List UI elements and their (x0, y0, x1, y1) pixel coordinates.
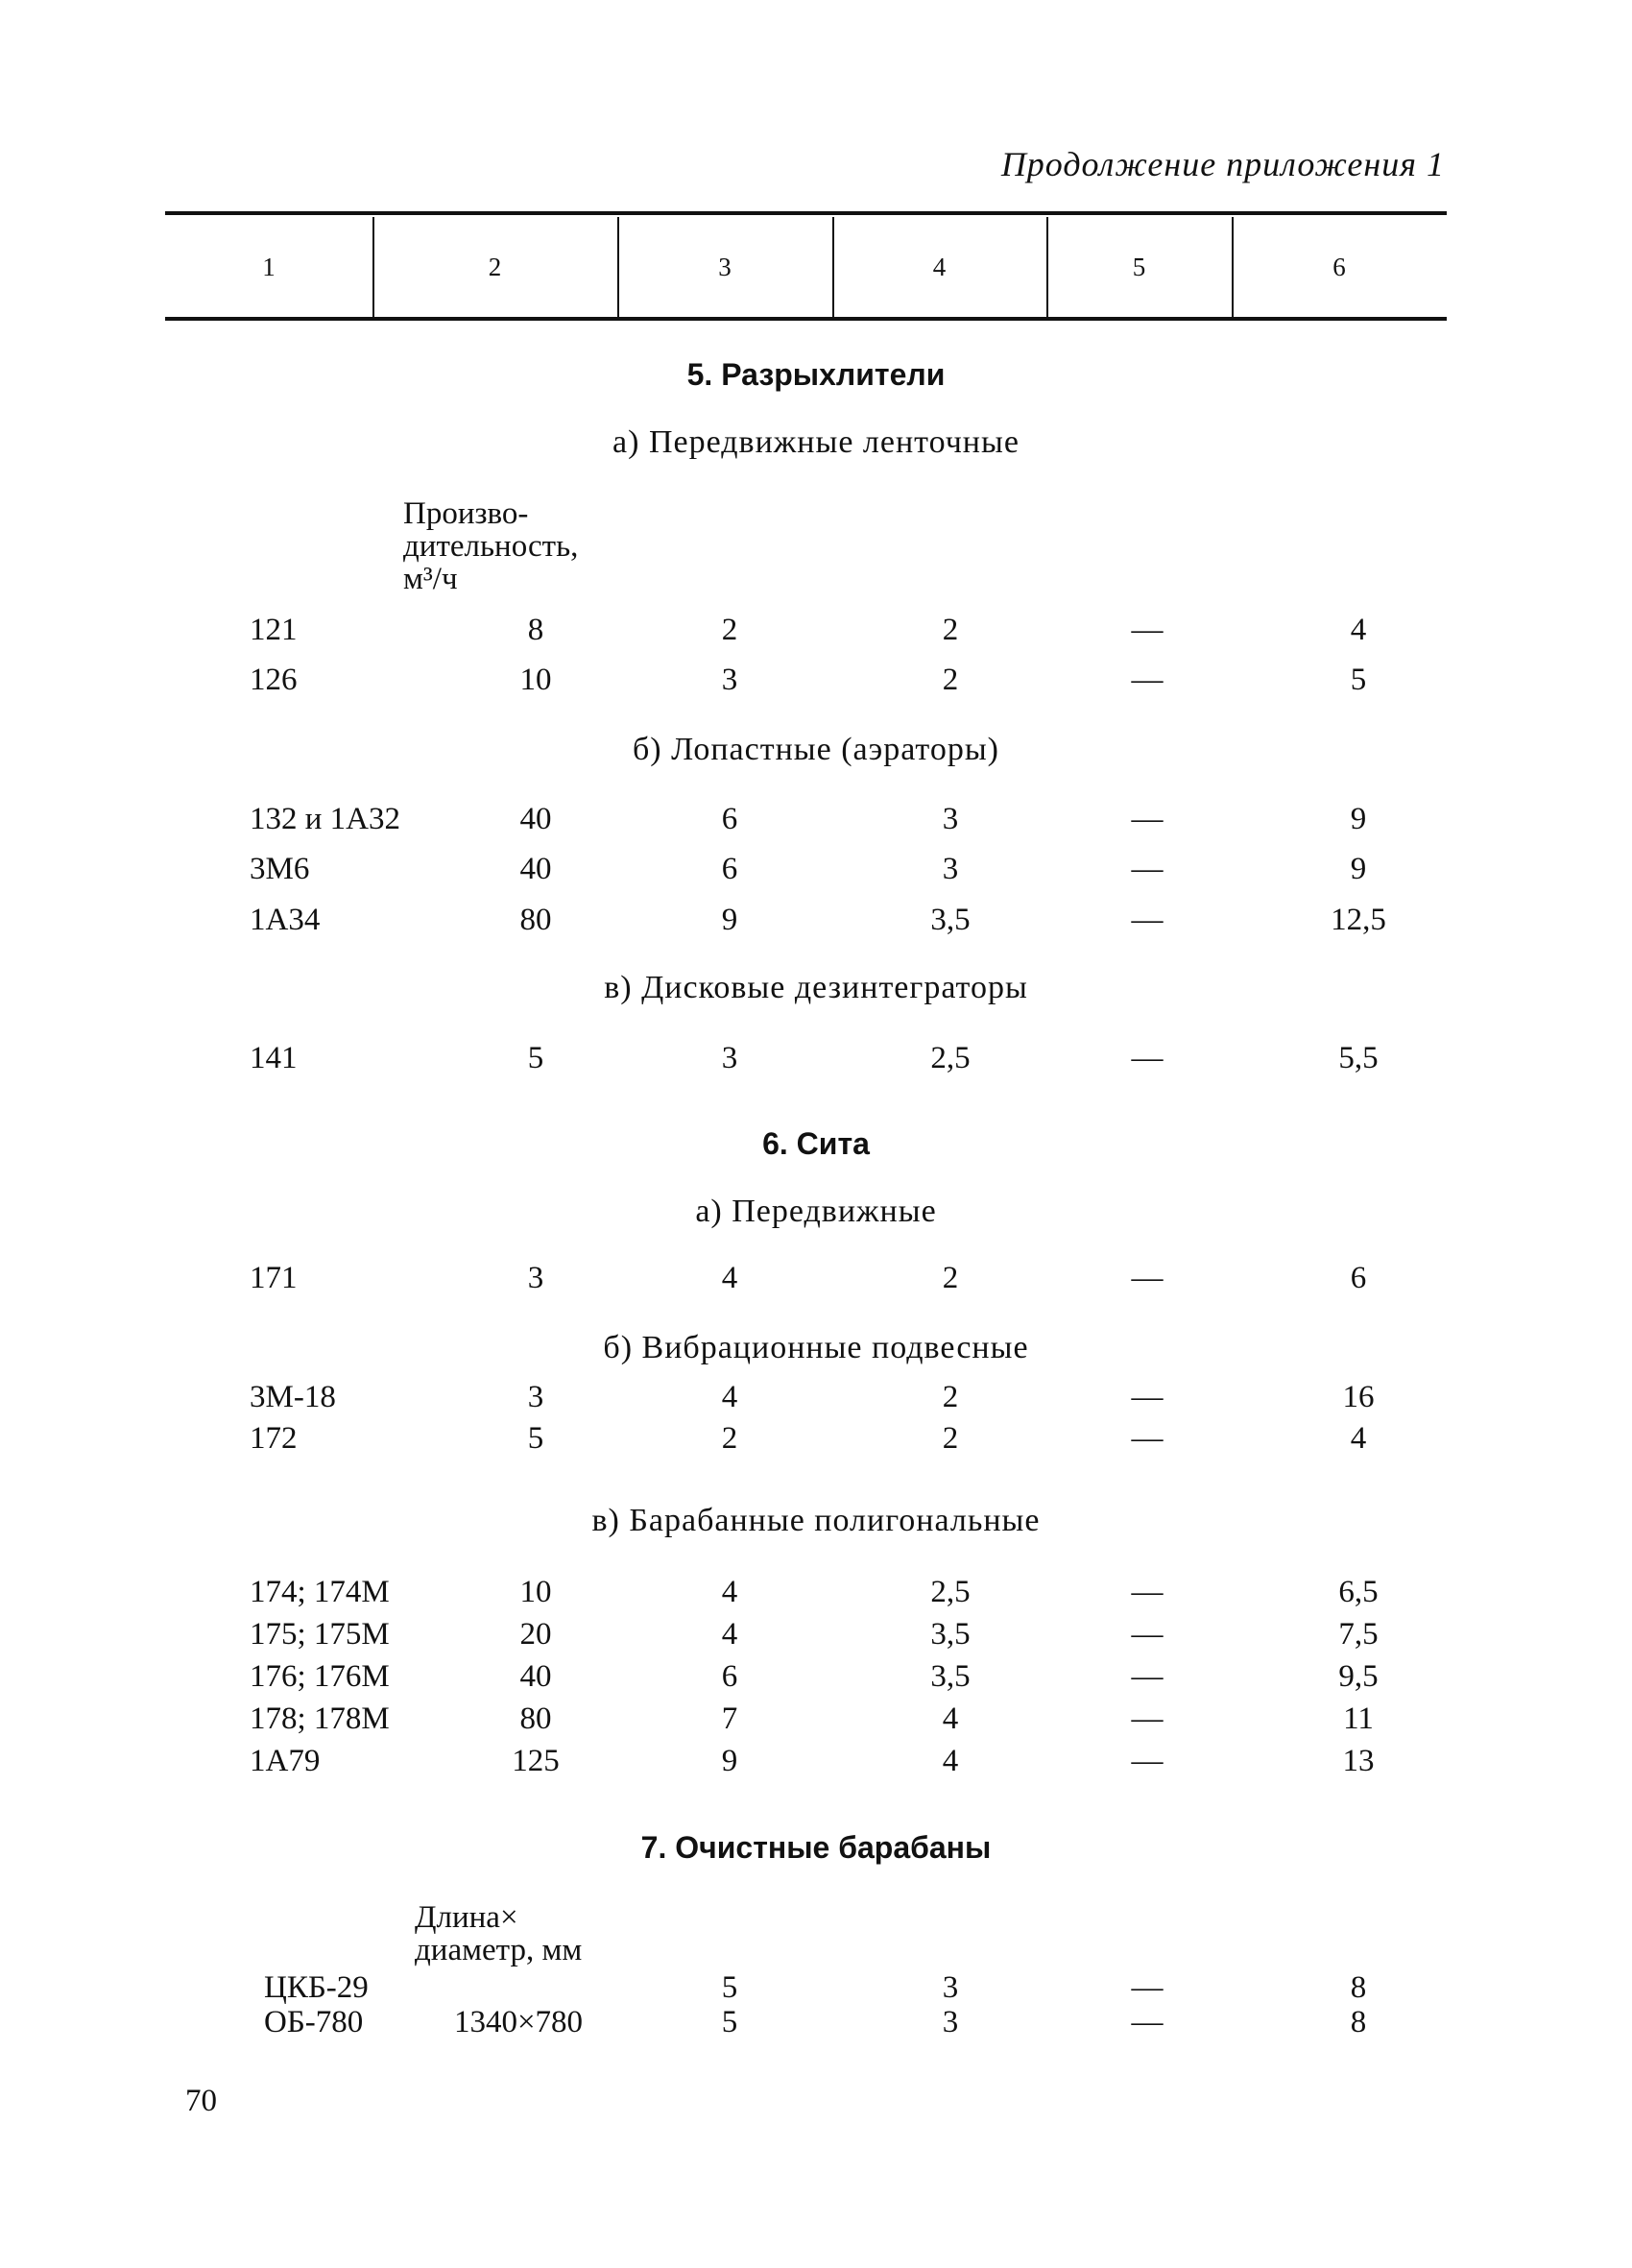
header-top-rule (165, 211, 1447, 215)
section-title: 7. Очистные барабаны (640, 1830, 992, 1865)
column-number: 4 (932, 252, 947, 281)
table-row: 178; 178М 80 7 4 — 11 (250, 1701, 1374, 1736)
table-row: ЦКБ-29 5 3 — 8 (264, 1970, 1367, 2005)
table-row: 1А79 125 9 4 — 13 (250, 1744, 1375, 1778)
group-subtitle: б) Вибрационные подвесные (603, 1330, 1029, 1365)
table-row: 141 5 3 2,5 — 5,5 (250, 1041, 1379, 1075)
section-title: 6. Сита (762, 1126, 870, 1161)
table-row: 174; 174М 10 4 2,5 — 6,5 (250, 1575, 1379, 1609)
header-bottom-rule (165, 317, 1447, 321)
column-2-header: Длина× диаметр, мм (415, 1900, 583, 1967)
column-number: 2 (488, 252, 502, 281)
table-row: 176; 176М 40 6 3,5 — 9,5 (250, 1659, 1379, 1694)
table-row: ОБ-780 1340×780 5 3 — 8 (264, 2005, 1367, 2039)
running-head: Продолжение приложения 1 (1000, 145, 1445, 183)
column-number: 5 (1132, 252, 1146, 281)
table-row: 3М6 40 6 3 — 9 (250, 852, 1367, 886)
table-row: 1А34 80 9 3,5 — 12,5 (250, 903, 1386, 937)
table-row: 3М-18 3 4 2 — 16 (250, 1380, 1375, 1414)
table-row: 126 10 3 2 — 5 (250, 663, 1367, 697)
table-row: 132 и 1А32 40 6 3 — 9 (250, 802, 1367, 836)
table-row: 171 3 4 2 — 6 (250, 1261, 1367, 1295)
group-subtitle: б) Лопастные (аэраторы) (633, 732, 999, 767)
column-number: 6 (1332, 252, 1346, 281)
column-number: 1 (262, 252, 276, 281)
group-subtitle: а) Передвижные ленточные (612, 424, 1020, 460)
table-row: 175; 175М 20 4 3,5 — 7,5 (250, 1617, 1379, 1652)
column-number-header (165, 217, 1447, 317)
table-row: 172 5 2 2 — 4 (250, 1421, 1367, 1456)
group-subtitle: в) Дисковые дезинтеграторы (604, 970, 1028, 1005)
section-title: 5. Разрыхлители (686, 357, 946, 392)
group-subtitle: а) Передвижные (695, 1194, 937, 1229)
table-row: 121 8 2 2 — 4 (250, 613, 1367, 647)
column-number: 3 (718, 252, 732, 281)
group-subtitle: в) Барабанные полигональные (591, 1503, 1041, 1538)
column-2-header: Произво- дительность, м³/ч (403, 496, 579, 596)
page-number: 70 (185, 2084, 217, 2118)
